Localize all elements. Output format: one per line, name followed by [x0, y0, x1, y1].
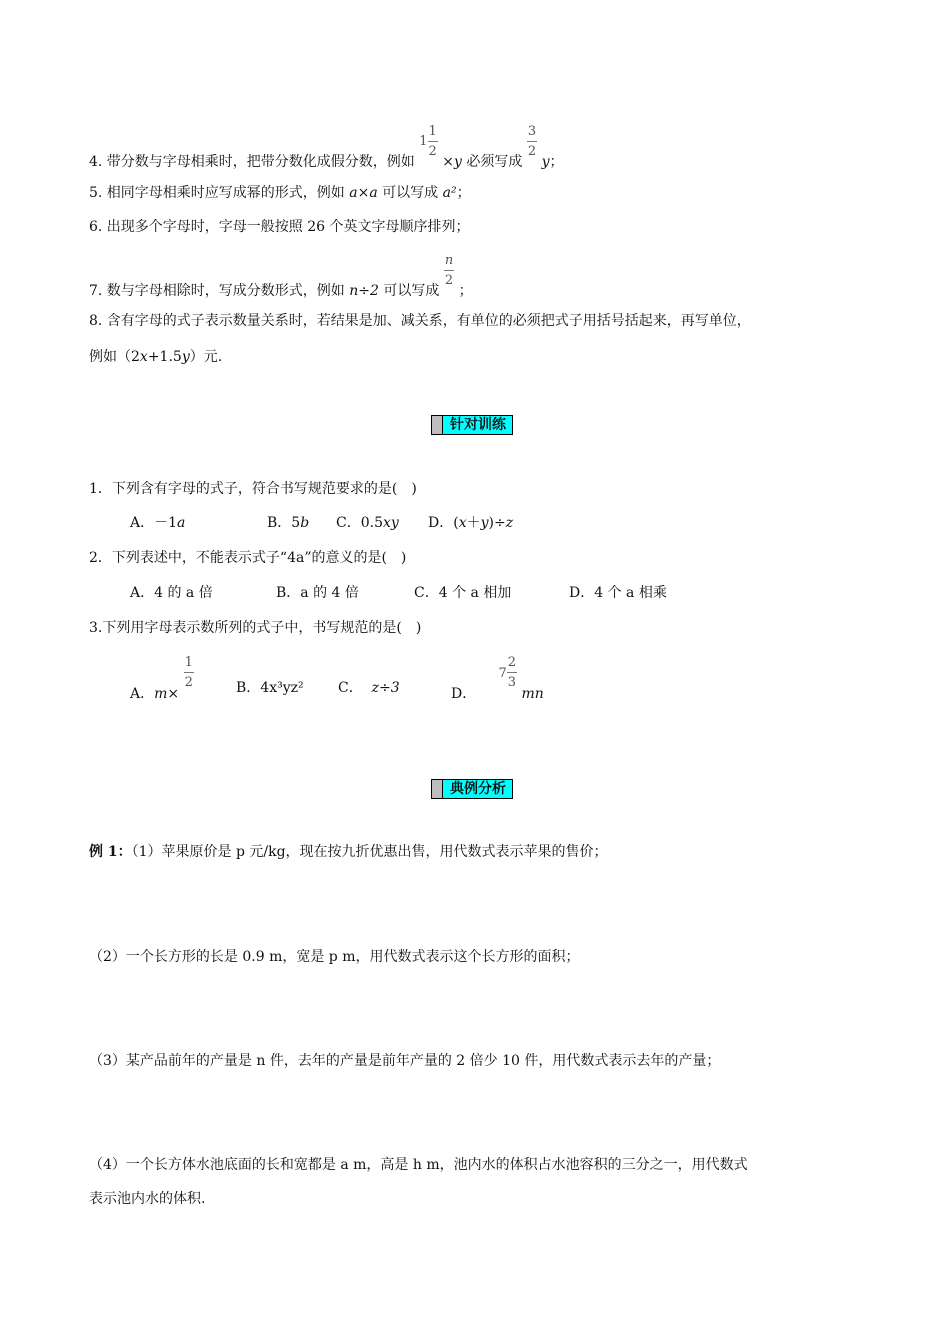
example-1-part-4-line2: 表示池内水的体积. [89, 1191, 206, 1207]
example-label: 例 1： [89, 844, 132, 860]
question-2-stem: 2．下列表述中，不能表示式子“4a”的意义的是( ) [89, 550, 407, 566]
question-1-option-d: D．(x＋y)÷z [428, 515, 514, 531]
fraction-three-halves: $\frac{3}{2}$ [527, 124, 537, 159]
question-3-option-a: A．m× $\frac{1}{2}$ [130, 655, 193, 702]
example-1-part-4-line1: （4）一个长方体水池底面的长和宽都是 a m，高是 h m，池内水的体积占水池容积的三分之一，用代数式 [89, 1157, 748, 1173]
expr-a-squared: a² [442, 185, 457, 201]
fraction-one-half: $\frac{1}{2}$ [428, 124, 437, 159]
question-1-option-a: A．－1a [130, 515, 186, 531]
rule-8-line2: 例如（2x+1.5y）元. [89, 349, 223, 365]
rule-4: 4. 带分数与字母相乘时，把带分数化成假分数，例如 1 $\frac{1}{2}$ ×y 必须写成 $\frac{3}{2}$ y； [89, 124, 564, 170]
expr-a-times-a: a×a [349, 185, 378, 201]
rule-5: 5. 相同字母相乘时应写成幂的形式，例如 a×a 可以写成 a²； [89, 185, 471, 201]
rule-6: 6. 出现多个字母时，字母一般按照 26 个英文字母顺序排列； [89, 219, 470, 235]
rule-4-text: 4. 带分数与字母相乘时，把带分数化成假分数，例如 [89, 153, 415, 170]
rule-4-middle: 必须写成 [466, 153, 523, 170]
fraction-n-over-2: $\frac{n}{2}$ [444, 253, 454, 288]
section-title-practice: 针对训练 [431, 415, 513, 435]
example-1-part-3: （3）某产品前年的产量是 n 件，去年的产量是前年产量的 2 倍少 10 件，用代数式表示去年的产量； [89, 1053, 721, 1069]
question-3-option-c: C． z÷3 [338, 680, 400, 696]
mixed-number-example: 1 $\frac{1}{2}$ [419, 124, 437, 159]
question-1-option-b: B．5b [267, 515, 310, 531]
question-2-option-a: A．4 的 a 倍 [130, 585, 213, 601]
question-1-stem: 1．下列含有字母的式子，符合书写规范要求的是( ) [89, 481, 417, 497]
fraction-two-thirds: $\frac{2}{3}$ [507, 655, 517, 690]
expr-n-div-2: n÷2 [349, 282, 379, 299]
example-1-part-1: 例 1：（1）苹果原价是 p 元/kg，现在按九折优惠出售，用代数式表示苹果的售价； [89, 844, 608, 860]
var-y: y [541, 153, 550, 170]
question-3-option-b: B．4x³yz² [236, 680, 304, 696]
example-1-part-2: （2）一个长方形的长是 0.9 m，宽是 p m，用代数式表示这个长方形的面积； [89, 949, 580, 965]
question-2-option-d: D．4 个 a 相乘 [569, 585, 667, 601]
rule-8-line1: 8. 含有字母的式子表示数量关系时，若结果是加、减关系，有单位的必须把式子用括号括起来，再写单位， [89, 313, 751, 329]
question-2-option-c: C．4 个 a 相加 [414, 585, 512, 601]
question-3-option-d: D． 7 $\frac{2}{3}$ mn [451, 655, 544, 702]
question-3-stem: 3.下列用字母表示数所列的式子中，书写规范的是( ) [89, 620, 422, 636]
question-1-option-c: C．0.5xy [336, 515, 399, 531]
section-title-examples: 典例分析 [431, 779, 513, 799]
question-2-option-b: B．a 的 4 倍 [276, 585, 359, 601]
fraction-one-half-q3: $\frac{1}{2}$ [184, 655, 193, 690]
rule-7: 7. 数与字母相除时，写成分数形式，例如 n÷2 可以写成 $\frac{n}{2}$ ； [89, 253, 473, 299]
times-y: ×y [442, 153, 462, 170]
